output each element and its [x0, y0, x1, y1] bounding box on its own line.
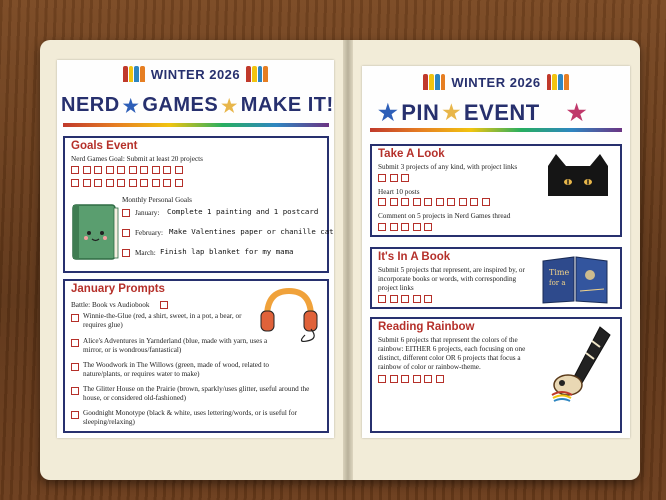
prompt-checkbox[interactable]	[71, 314, 79, 322]
notebook-spine	[343, 40, 353, 480]
pin-text-for-a: for a	[549, 279, 566, 287]
rainbow-book-icon	[246, 66, 268, 82]
checkbox[interactable]	[413, 375, 421, 383]
rainbow-book-icon	[547, 74, 569, 90]
checkbox[interactable]	[378, 295, 386, 303]
checkbox[interactable]	[424, 375, 432, 383]
checkbox[interactable]	[390, 223, 398, 231]
title-make-it: MAKE IT!	[240, 94, 334, 116]
left-page	[57, 60, 334, 438]
left-season-label: WINTER 2026	[150, 66, 241, 82]
checkbox[interactable]	[413, 295, 421, 303]
goal-checkbox[interactable]	[140, 179, 148, 187]
goal-checkbox[interactable]	[163, 179, 171, 187]
monthly-goals-heading: Monthly Personal Goals	[122, 196, 192, 204]
black-cat-pin-illustration	[544, 152, 612, 201]
goal-checkbox[interactable]	[106, 179, 114, 187]
checkbox[interactable]	[482, 198, 490, 206]
left-page-title	[61, 94, 334, 117]
february-checkbox[interactable]	[122, 229, 130, 237]
march-label: March:	[135, 249, 156, 257]
goal-checkbox[interactable]	[129, 179, 137, 187]
rainbow-bookmark-pin-illustration	[538, 323, 614, 424]
prompt-item: The Glitter House on the Prairie (brown, sparkly/uses glitter, useful around the house, or considered old-fashioned)	[83, 385, 310, 402]
checkbox[interactable]	[390, 375, 398, 383]
checkbox[interactable]	[390, 198, 398, 206]
take-a-look-line1: Submit 3 projects of any kind, with project links	[378, 163, 518, 171]
reading-rainbow-title: Reading Rainbow	[378, 321, 475, 333]
january-entry: Complete 1 painting and 1 postcard	[167, 207, 319, 216]
checkbox[interactable]	[401, 174, 409, 182]
checkbox[interactable]	[378, 223, 386, 231]
checkbox[interactable]	[470, 198, 478, 206]
take-a-look-title: Take A Look	[378, 148, 445, 160]
rainbow-divider	[63, 123, 329, 127]
prompt-checkbox[interactable]	[71, 363, 79, 371]
title-games: GAMES	[142, 94, 219, 116]
prompt-item: Winnie-the-Glue (red, a shirt, sweet, in a pot, a bear, or requires glue)	[83, 312, 242, 329]
right-page-title	[378, 100, 587, 126]
january-label: January:	[135, 209, 160, 217]
its-in-a-book-checkbox-row	[378, 295, 436, 303]
prompt-item: The Woodwork in The Willows (green, made of wood, related to nature/plants, or requires water to make)	[83, 361, 269, 378]
goal-checkbox[interactable]	[106, 166, 114, 174]
reading-rainbow-text: Submit 6 projects that represent the colors of the rainbow: EITHER 6 projects, each focusing on one distinct, different color OR 6 projects that focus a rainbow of color or rainbow-theme.	[378, 336, 526, 371]
pin-text-time: Time	[549, 268, 570, 277]
goal-checkbox[interactable]	[152, 179, 160, 187]
checkbox[interactable]	[390, 174, 398, 182]
goal-checkbox-row	[71, 166, 186, 187]
march-entry: Finish lap blanket for my mama	[160, 247, 294, 256]
green-book-illustration	[70, 201, 120, 268]
its-in-a-book-text: Submit 5 projects that represent, are inspired by, or incorporate books or words, with corresponding project links	[378, 266, 525, 292]
goal-checkbox[interactable]	[83, 179, 91, 187]
goal-checkbox[interactable]	[175, 166, 183, 174]
blue-star-icon: ★	[122, 95, 140, 116]
prompt-checkbox[interactable]	[71, 387, 79, 395]
goals-text: Nerd Games Goal: Submit at least 20 projects	[71, 155, 203, 163]
goal-checkbox[interactable]	[175, 179, 183, 187]
take-a-look-line2: Heart 10 posts	[378, 188, 420, 196]
its-in-a-book-box	[370, 247, 622, 309]
reading-rainbow-box	[370, 317, 622, 433]
title-pin: PIN	[401, 100, 440, 125]
checkbox[interactable]	[459, 198, 467, 206]
gold-star-icon: ★	[221, 95, 238, 116]
checkbox[interactable]	[424, 223, 432, 231]
january-checkbox[interactable]	[122, 209, 130, 217]
rainbow-divider	[370, 128, 622, 132]
prompt-checkbox[interactable]	[71, 339, 79, 347]
goals-event-box	[63, 136, 334, 273]
rainbow-book-icon	[123, 66, 145, 82]
goals-event-title: Goals Event	[71, 140, 138, 152]
take-a-look-line3: Comment on 5 projects in Nerd Games thread	[378, 212, 511, 220]
february-entry: Make Valentines paper or chanille cat	[169, 227, 334, 236]
checkbox[interactable]	[401, 375, 409, 383]
goal-checkbox[interactable]	[152, 166, 160, 174]
checkbox[interactable]	[378, 198, 386, 206]
january-prompts-box	[63, 279, 329, 433]
gold-star-icon: ★	[442, 102, 461, 124]
checkbox[interactable]	[413, 198, 421, 206]
checkbox[interactable]	[436, 198, 444, 206]
battle-text: Battle: Book vs Audiobook	[71, 301, 150, 309]
right-page	[362, 66, 630, 438]
goal-checkbox[interactable]	[117, 166, 125, 174]
title-nerd: NERD	[61, 94, 120, 116]
checkbox[interactable]	[436, 375, 444, 383]
checkbox[interactable]	[378, 375, 386, 383]
take-a-look-checkbox-row	[378, 223, 436, 231]
checkbox[interactable]	[401, 223, 409, 231]
checkbox[interactable]	[401, 198, 409, 206]
goal-checkbox[interactable]	[163, 166, 171, 174]
goal-checkbox[interactable]	[129, 166, 137, 174]
goal-checkbox[interactable]	[94, 179, 102, 187]
goal-checkbox[interactable]	[71, 166, 79, 174]
checkbox[interactable]	[413, 223, 421, 231]
its-in-a-book-title: It's In A Book	[378, 251, 451, 263]
january-prompts-title: January Prompts	[71, 283, 165, 295]
goal-checkbox[interactable]	[94, 166, 102, 174]
right-season-label: WINTER 2026	[451, 74, 541, 90]
goal-checkbox[interactable]	[140, 166, 148, 174]
battle-checkbox[interactable]	[160, 301, 168, 309]
checkbox[interactable]	[424, 198, 432, 206]
right-season-header	[362, 74, 630, 90]
rainbow-book-icon	[423, 74, 445, 90]
take-a-look-box	[370, 144, 622, 237]
pink-star-icon: ★	[566, 100, 587, 125]
take-a-look-checkbox-row	[378, 198, 493, 206]
checkbox[interactable]	[424, 295, 432, 303]
checkbox[interactable]	[378, 174, 386, 182]
reading-rainbow-checkbox-row	[378, 375, 447, 383]
goal-checkbox[interactable]	[117, 179, 125, 187]
february-label: February:	[135, 229, 163, 237]
open-book-pin-illustration	[540, 253, 610, 310]
checkbox[interactable]	[447, 198, 455, 206]
goal-checkbox[interactable]	[71, 179, 79, 187]
prompt-item: Alice's Adventures in Yarnderland (blue, made with yarn, uses a mirror, or is wondrous/fantastical)	[83, 337, 268, 354]
march-checkbox[interactable]	[122, 249, 130, 257]
blue-star-icon: ★	[378, 100, 399, 125]
prompt-item: Goodnight Monotype (black & white, uses lettering/words, or is useful for sleeping/relaxing)	[83, 409, 297, 426]
checkbox[interactable]	[390, 295, 398, 303]
checkbox[interactable]	[401, 295, 409, 303]
goal-checkbox[interactable]	[83, 166, 91, 174]
take-a-look-checkbox-row	[378, 174, 413, 182]
prompt-checkbox[interactable]	[71, 411, 79, 419]
title-event: EVENT	[463, 100, 540, 125]
left-season-header	[57, 66, 334, 82]
